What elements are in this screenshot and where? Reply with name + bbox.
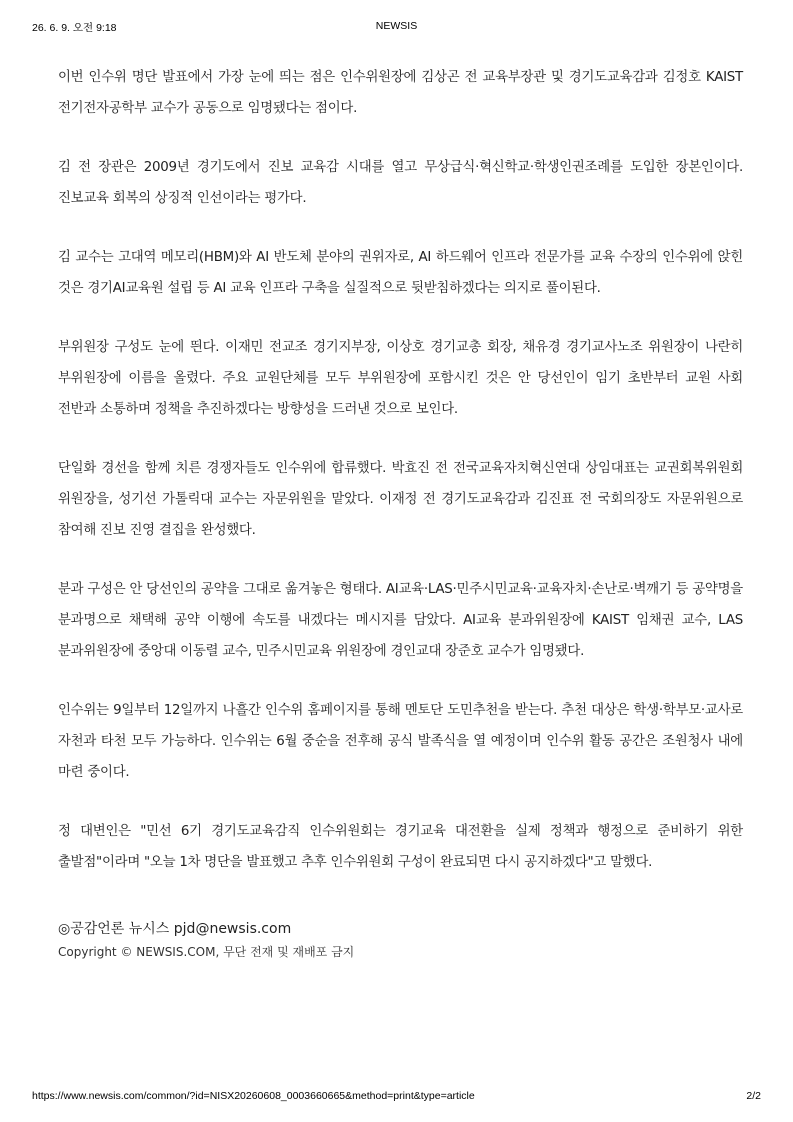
article-body bbox=[58, 62, 743, 962]
print-header bbox=[0, 20, 793, 34]
article-copyright: Copyright © NEWSIS.COM, 무단 전재 및 재배포 금지 bbox=[58, 945, 355, 959]
print-page-url[interactable]: https://www.newsis.com/common/?id=NISX20260608_0003660665&method=print&type=article bbox=[32, 1090, 475, 1102]
article-paragraph: 단일화 경선을 함께 치른 경쟁자들도 인수위에 합류했다. 박효진 전 전국교육자치혁신연대 상임대표는 교권회복위원회 위원장을, 성기선 가톨릭대 교수는 자문위원을 맡았다. 이재정 전 경기도교육감과 김진표 전 국회의장도 자문위원으로 참여해 진보 진영 결집을 완성했다. bbox=[58, 461, 743, 538]
article-byline: ◎공감언론 뉴시스 pjd@newsis.com bbox=[58, 921, 292, 937]
article-paragraph: 분과 구성은 안 당선인의 공약을 그대로 옮겨놓은 형태다. AI교육·LAS·민주시민교육·교육자치·손난로·벽깨기 등 공약명을 분과명으로 채택해 공약 이행에 속도를 내겠다는 메시지를 담았다. AI교육 분과위원장에 KAIST 임채권 교수, LAS 분과위원장에 중앙대 이동렬 교수, 민주시민교육 위원장에 경인교대 장준호 교수가 임명됐다. bbox=[58, 582, 743, 659]
article-paragraph: 정 대변인은 "민선 6기 경기도교육감직 인수위원회는 경기교육 대전환을 실제 정책과 행정으로 준비하기 위한 출발점"이라며 "오늘 1차 명단을 발표했고 추후 인수위원회 구성이 완료되면 다시 공지하겠다"고 말했다. bbox=[58, 824, 743, 870]
print-site-title: NEWSIS bbox=[375, 20, 418, 32]
article-paragraph: 김 교수는 고대역 메모리(HBM)와 AI 반도체 분야의 권위자로, AI 하드웨어 인프라 전문가를 교육 수장의 인수위에 앉힌 것은 경기AI교육원 설립 등 AI 교육 인프라 구축을 실질적으로 뒷받침하겠다는 의지로 풀이된다. bbox=[58, 250, 743, 296]
article-paragraph: 이번 인수위 명단 발표에서 가장 눈에 띄는 점은 인수위원장에 김상곤 전 교육부장관 및 경기도교육감과 김정호 KAIST 전기전자공학부 교수가 공동으로 임명됐다는 점이다. bbox=[58, 70, 743, 116]
article-paragraph: 김 전 장관은 2009년 경기도에서 진보 교육감 시대를 열고 무상급식·혁신학교·학생인권조례를 도입한 장본인이다. 진보교육 회복의 상징적 인선이라는 평가다. bbox=[58, 160, 743, 206]
print-footer bbox=[0, 1090, 793, 1104]
article-paragraph: 부위원장 구성도 눈에 띈다. 이재민 전교조 경기지부장, 이상호 경기교총 회장, 채유경 경기교사노조 위원장이 나란히 부위원장에 이름을 올렸다. 주요 교원단체를 모두 부위원장에 포함시킨 것은 안 당선인이 임기 초반부터 교원 사회 전반과 소통하며 정책을 추진하겠다는 방향성을 드러낸 것으로 보인다. bbox=[58, 340, 743, 417]
print-page-number: 2/2 bbox=[746, 1090, 761, 1102]
article-paragraph: 인수위는 9일부터 12일까지 나흘간 인수위 홈페이지를 통해 멘토단 도민추천을 받는다. 추천 대상은 학생·학부모·교사로 자천과 타천 모두 가능하다. 인수위는 6월 중순을 전후해 공식 발족식을 열 예정이며 인수위 활동 공간은 조원청사 내에 마련 중이다. bbox=[58, 703, 743, 780]
print-datetime: 26. 6. 9. 오전 9:18 bbox=[32, 22, 117, 34]
